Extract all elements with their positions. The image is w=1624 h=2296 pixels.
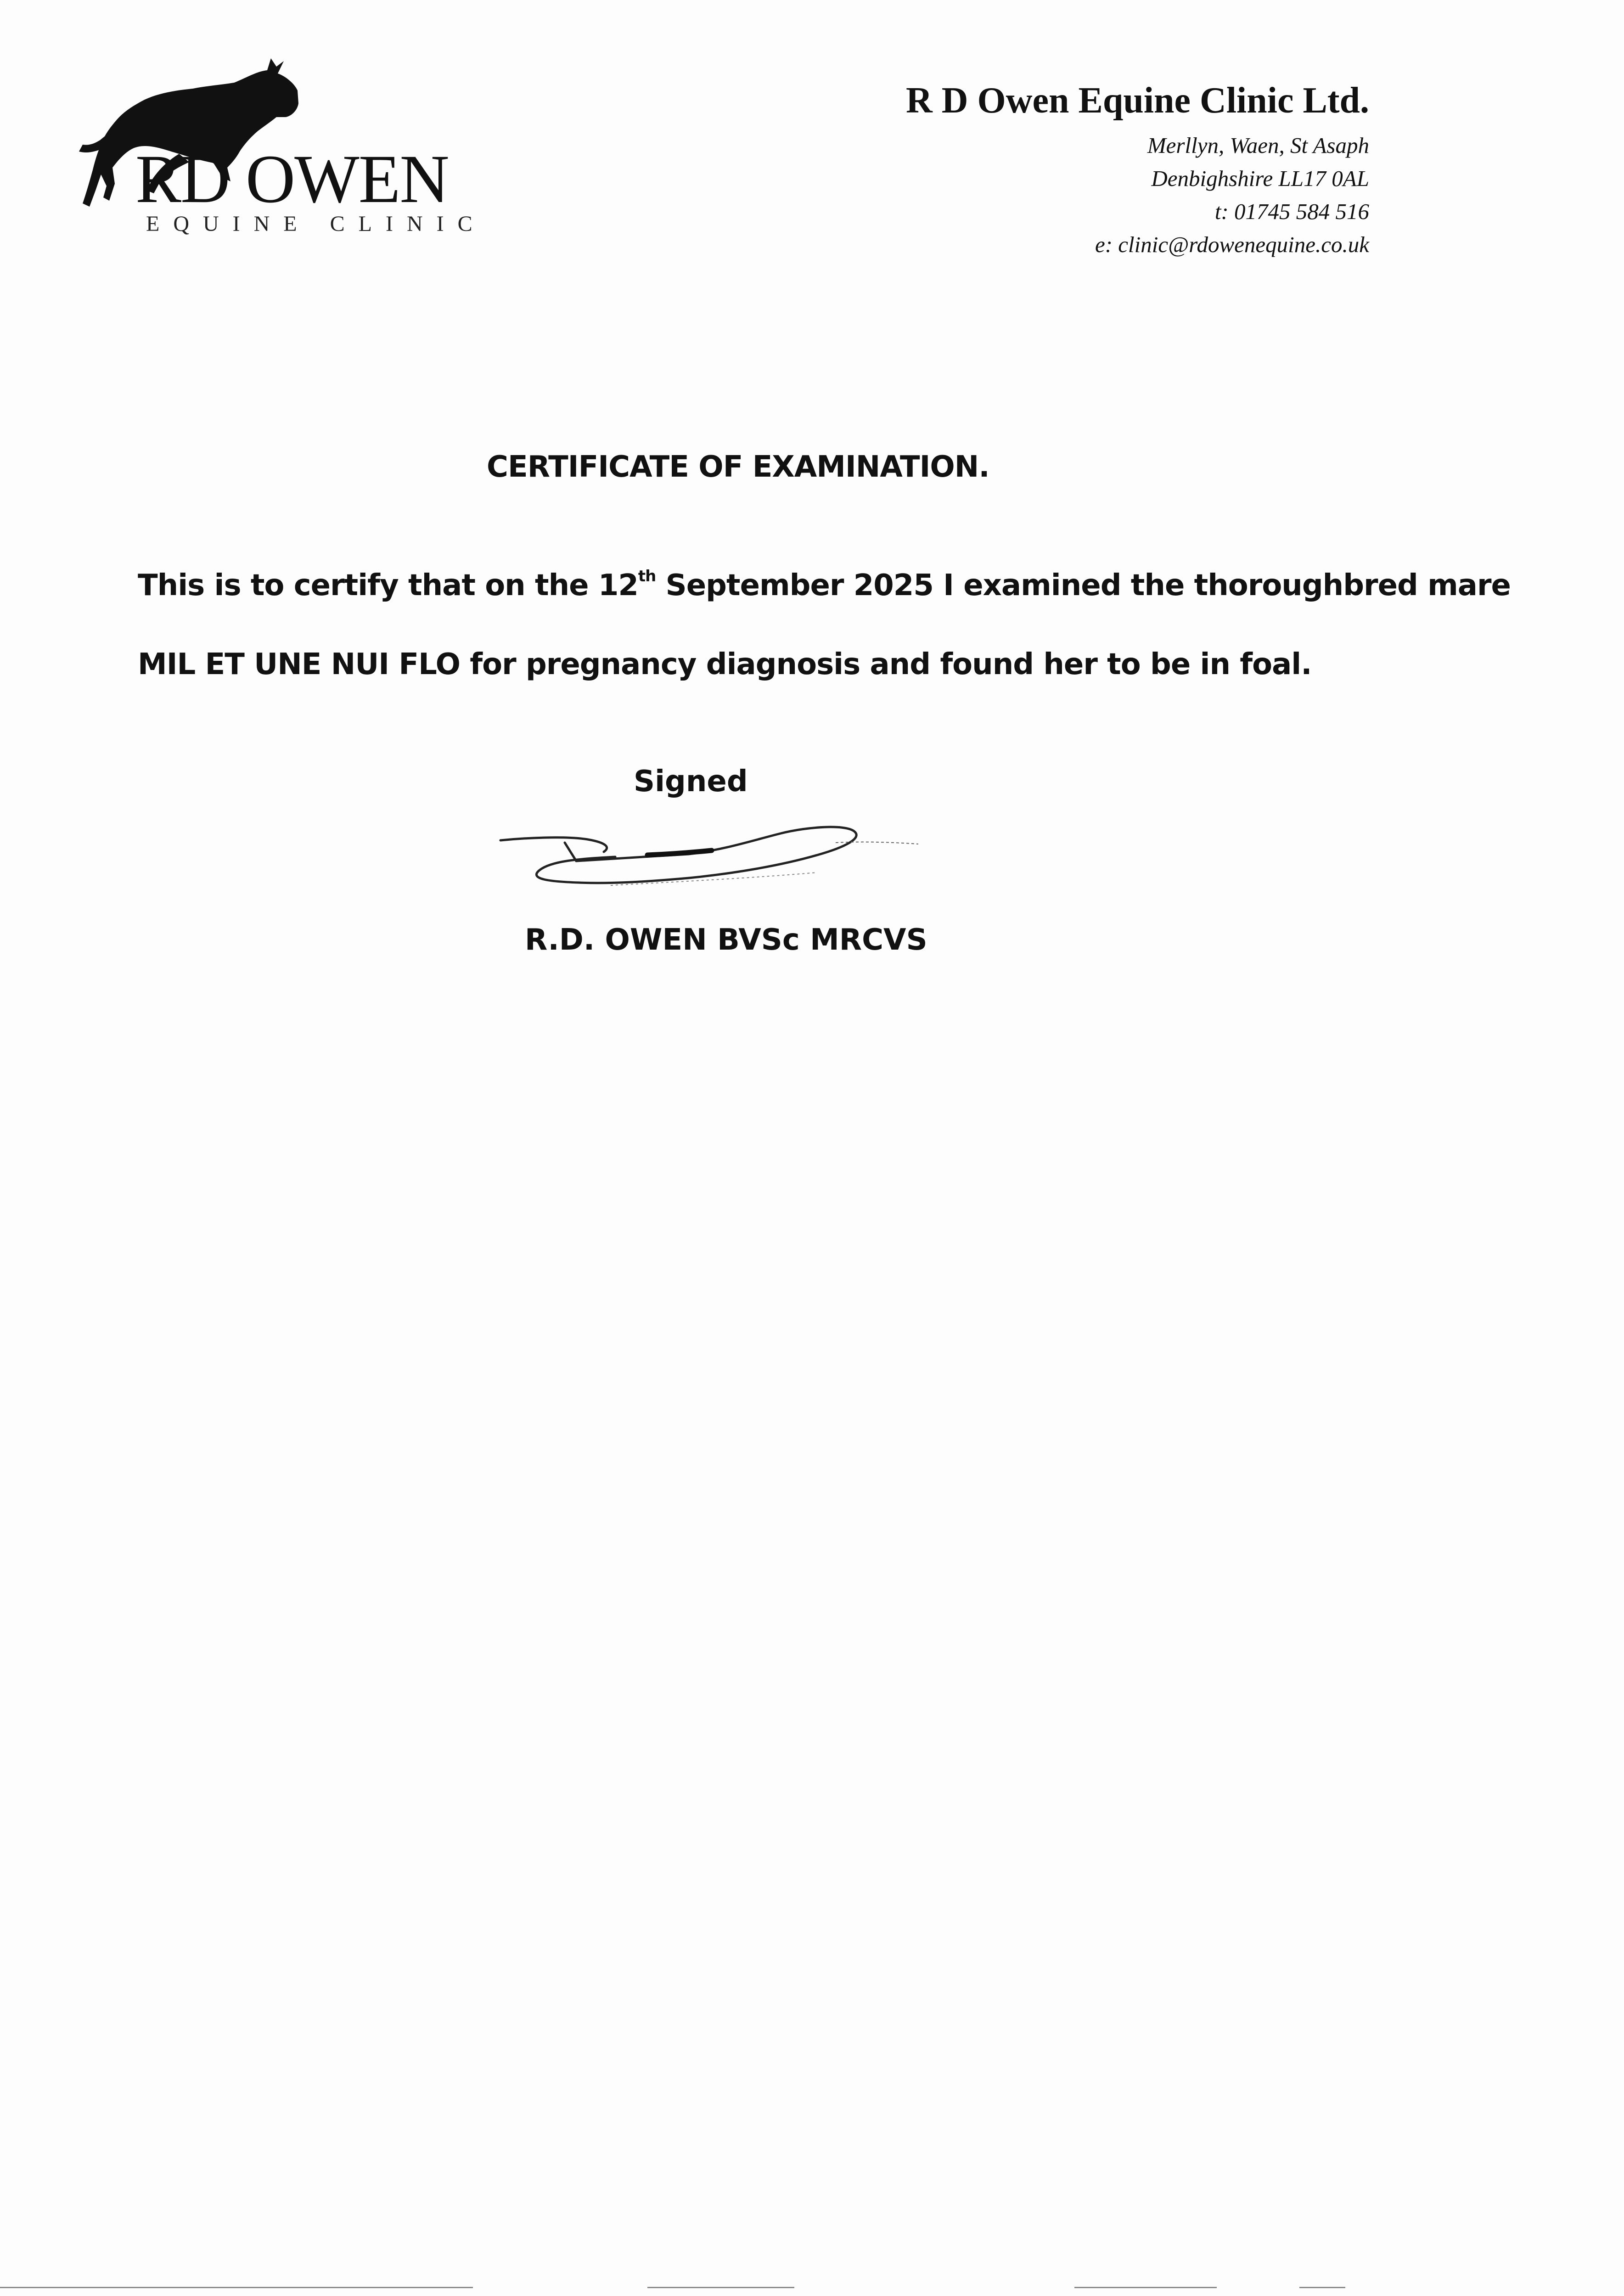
- scan-edge-rule: [1299, 2287, 1345, 2288]
- certificate-line-1-end: September 2025 I examined the thoroughbred mare: [656, 568, 1511, 602]
- clinic-email: e: clinic@rdowenequine.co.uk: [1095, 232, 1369, 257]
- certificate-line-2: MIL ET UNE NUI FLO for pregnancy diagnosis and found her to be in foal.: [138, 647, 1312, 681]
- certificate-line-1: [138, 565, 1511, 644]
- clinic-address-line1: Merllyn, Waen, St Asaph: [1147, 133, 1369, 158]
- certificate-title: CERTIFICATE OF EXAMINATION.: [487, 450, 989, 484]
- handwritten-signature: [496, 822, 923, 905]
- signed-label: Signed: [634, 765, 748, 799]
- date-ordinal-suffix: th: [638, 567, 656, 585]
- scan-edge-rule: [1074, 2287, 1217, 2288]
- clinic-name: R D Owen Equine Clinic Ltd.: [905, 80, 1369, 121]
- certificate-line-1-start: This is to certify that on the 12: [138, 568, 638, 602]
- logo-tagline: EQUINE CLINIC: [146, 212, 486, 236]
- logo-wordmark: RD OWEN: [135, 141, 449, 217]
- clinic-logo: [69, 57, 486, 241]
- signatory-name: R.D. OWEN BVSc MRCVS: [525, 923, 927, 957]
- clinic-address-line2: Denbighshire LL17 0AL: [1151, 166, 1369, 191]
- scan-edge-rule: [647, 2287, 794, 2288]
- clinic-phone: t: 01745 584 516: [1214, 199, 1369, 224]
- clinic-letterhead: [906, 80, 1369, 261]
- scan-edge-rule: [0, 2287, 473, 2288]
- certificate-body: [138, 565, 1511, 723]
